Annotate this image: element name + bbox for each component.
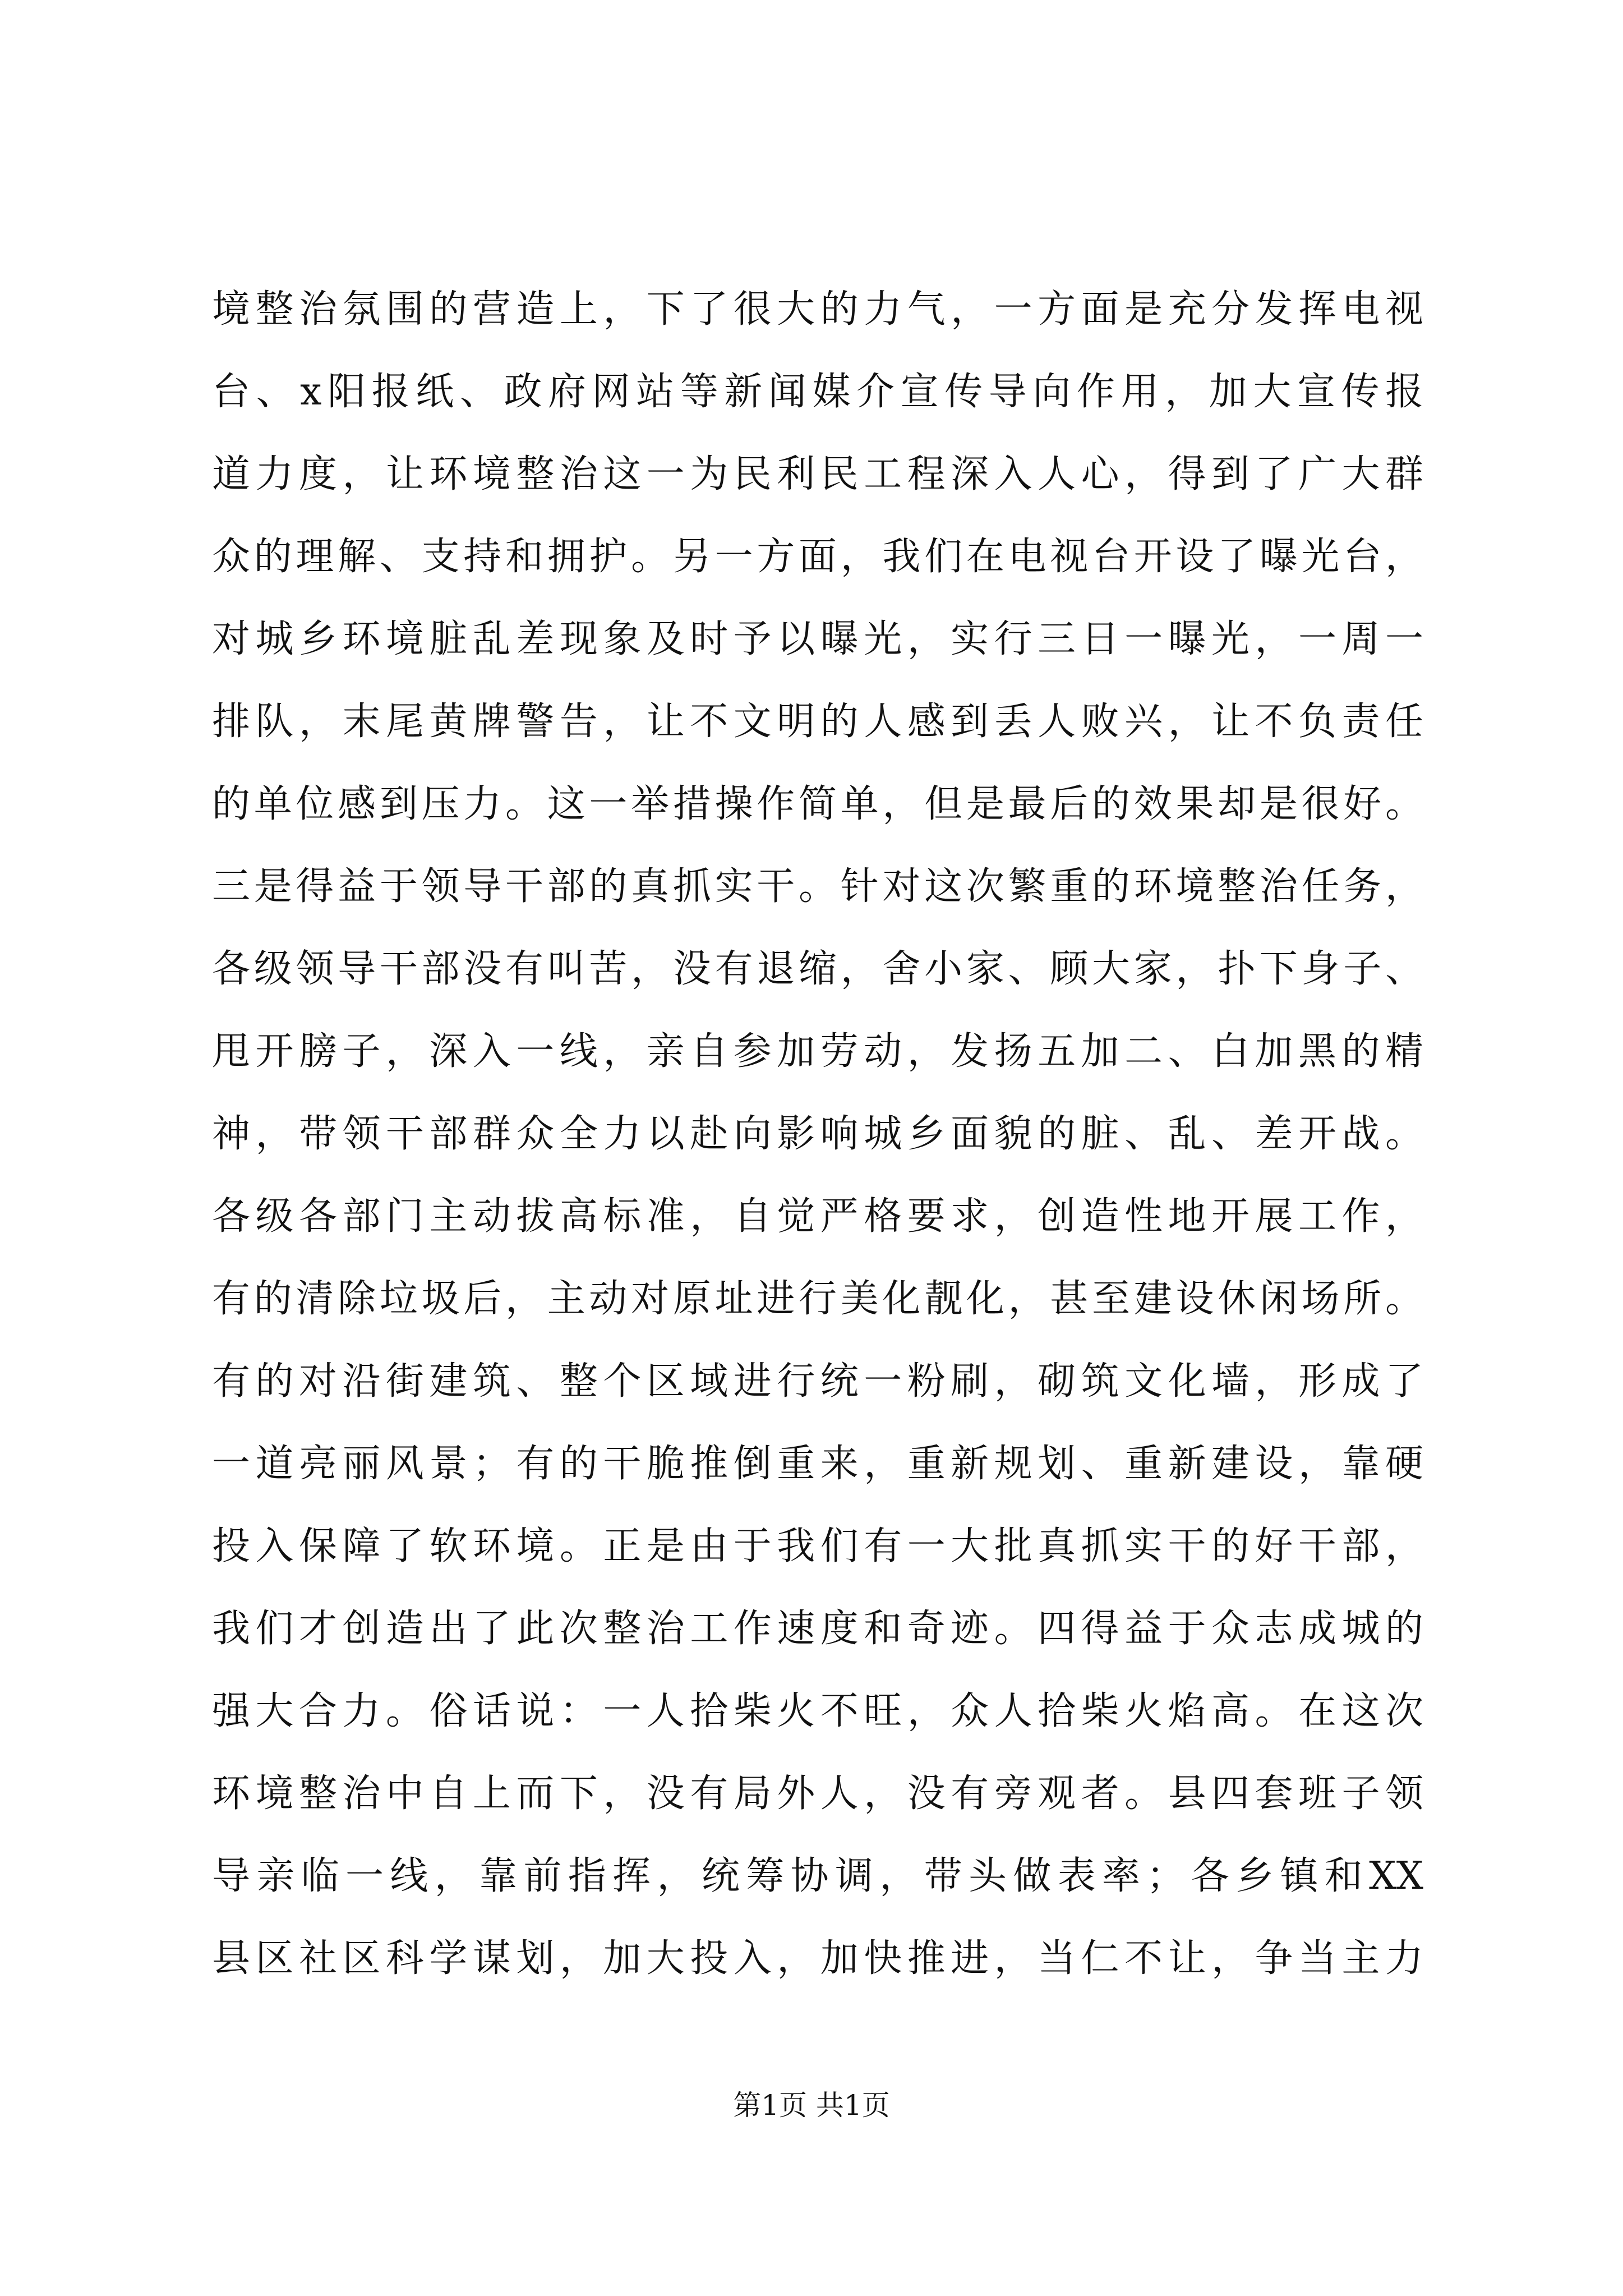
text-line: 强大合力。俗话说：一人拾柴火不旺，众人拾柴火焰高。在这次 — [212, 1689, 1423, 1733]
text-line: 排队，末尾黄牌警告，让不文明的人感到丢人败兴，让不负责任 — [212, 700, 1423, 744]
text-line: 我们才创造出了此次整治工作速度和奇迹。四得益于众志成城的 — [212, 1607, 1423, 1651]
text-line: 境整治氛围的营造上，下了很大的力气，一方面是充分发挥电视 — [212, 287, 1423, 332]
text-line: 的单位感到压力。这一举措操作简单，但是最后的效果却是很好。 — [212, 782, 1423, 826]
text-line: 各级领导干部没有叫苦，没有退缩，舍小家、顾大家，扑下身子、 — [212, 947, 1423, 991]
text-line: 甩开膀子，深入一线，亲自参加劳动，发扬五加二、白加黑的精 — [212, 1029, 1423, 1074]
text-line: 有的对沿街建筑、整个区域进行统一粉刷，砌筑文化墙，形成了 — [212, 1359, 1423, 1404]
text-line: 对城乡环境脏乱差现象及时予以曝光，实行三日一曝光，一周一 — [212, 617, 1423, 661]
text-line: 导亲临一线，靠前指挥，统筹协调，带头做表率；各乡镇和XX — [212, 1854, 1423, 1898]
text-line: 有的清除垃圾后，主动对原址进行美化靓化，甚至建设休闲场所。 — [212, 1277, 1423, 1321]
page-footer: 第1页 共1页 — [733, 2089, 890, 2122]
text-line: 三是得益于领导干部的真抓实干。针对这次繁重的环境整治任务， — [212, 864, 1423, 909]
body-text — [212, 268, 1423, 2000]
text-line: 环境整治中自上而下，没有局外人，没有旁观者。县四套班子领 — [212, 1772, 1423, 1816]
text-line: 各级各部门主动拔高标准，自觉严格要求，创造性地开展工作， — [212, 1194, 1423, 1239]
text-line: 投入保障了软环境。正是由于我们有一大批真抓实干的好干部， — [212, 1524, 1423, 1568]
text-line: 众的理解、支持和拥护。另一方面，我们在电视台开设了曝光台， — [212, 535, 1423, 579]
text-line: 道力度，让环境整治这一为民利民工程深入人心，得到了广大群 — [212, 452, 1423, 496]
text-line: 台、x阳报纸、政府网站等新闻媒介宣传导向作用，加大宣传报 — [212, 370, 1423, 414]
text-line: 一道亮丽风景；有的干脆推倒重来，重新规划、重新建设，靠硬 — [212, 1442, 1423, 1486]
text-line: 县区社区科学谋划，加大投入，加快推进，当仁不让，争当主力 — [212, 1936, 1423, 1981]
text-line: 神，带领干部群众全力以赴向影响城乡面貌的脏、乱、差开战。 — [212, 1112, 1423, 1156]
